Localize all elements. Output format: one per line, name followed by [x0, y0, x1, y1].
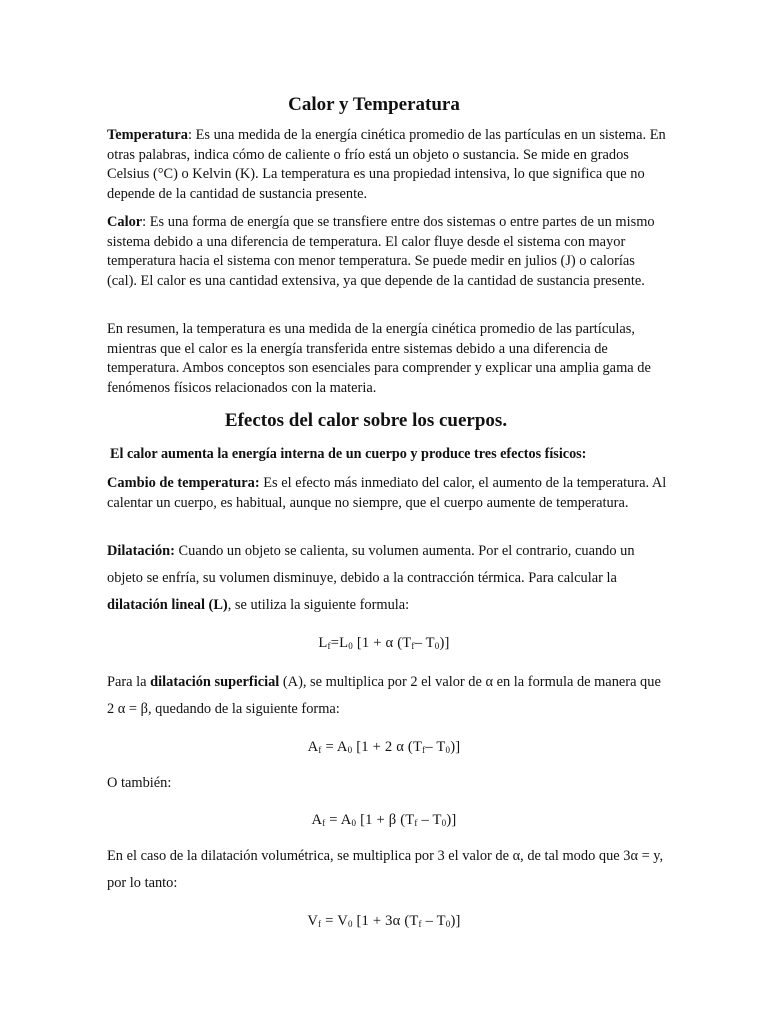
- dilatacion-paragraph: [107, 538, 667, 619]
- superficial-paragraph: Para la dilatación superficial (A), se multiplica por 2 el valor de α en la formula de manera que 2 α = β, quedando de la siguiente forma:: [107, 674, 661, 717]
- formula-volumetrica: $V_f = V_0$ [1 + 3α $(T_f - T_0)$]: [307, 913, 461, 929]
- formula-superficial-2: $A_f = A_0$ [1 + β $(T_f - T_0)$]: [311, 812, 457, 828]
- formula-superficial-1: $A_f = A_0$ [1 + 2 α ($T_f-$ $T_0$)]: [307, 739, 461, 755]
- temperatura-text: : Es una medida de la energía cinética promedio de las partículas en un sistema. En otras palabras, indica cómo de caliente o frío está un objeto o sustancia. Se mide en grados Celsius (°C) o Kelvin (K). La temperatura es una propiedad intensiva, lo que significa que no depende de la cantidad de sustancia presente.: [107, 127, 666, 202]
- dilatacion-text-1: Cuando un objeto se calienta, su volumen aumenta. Por el contrario, cuando un objeto se enfría, su volumen disminuye, debido a la contracción térmica. Para calcular la: [107, 543, 635, 586]
- cambio-paragraph: [107, 474, 667, 513]
- dilatacion-term: Dilatación:: [107, 543, 175, 559]
- superficial-term: dilatación superficial: [150, 674, 280, 690]
- dilatacion-text-2: , se utiliza la siguiente formula:: [227, 597, 410, 613]
- cambio-text: Es el efecto más inmediato del calor, el aumento de la temperatura. Al calentar un cuerpo, es habitual, aunque no siempre, que el cuerpo aumente de temperatura.: [107, 475, 667, 511]
- dilatacion-lineal-term: dilatación lineal (L): [107, 597, 228, 613]
- formula-lineal: $L_f=L_0$ [1 + α ($T_f-$ $T_0$)]: [318, 635, 450, 651]
- volumetrica-paragraph: En el caso de la dilatación volumétrica, se multiplica por 3 el valor de α, de tal modo que 3α = y, por lo tanto:: [107, 848, 664, 891]
- section-title: Efectos del calor sobre los cuerpos.: [224, 410, 508, 431]
- calor-term: Calor: [107, 214, 143, 230]
- temperatura-paragraph: [107, 126, 667, 204]
- effects-intro: El calor aumenta la energía interna de un cuerpo y produce tres efectos físicos:: [110, 446, 587, 462]
- calor-text: : Es una forma de energía que se transfiere entre dos sistemas o entre partes de un mismo sistema debido a una diferencia de temperatura. El calor fluye desde el sistema con mayor temperatura hacia el sistema con menor temperatura. Se puede medir en julios (J) o calorías (cal). El calor es una cantidad extensiva, ya que depende de la cantidad de sustancia presente.: [107, 214, 655, 289]
- o-tambien-text: O también:: [107, 775, 172, 791]
- calor-paragraph: [107, 213, 667, 291]
- resumen-paragraph: En resumen, la temperatura es una medida de la energía cinética promedio de las partículas, mientras que el calor es la energía transferida entre sistemas debido a una diferencia de temperatura. Ambos conceptos son esenciales para comprender y explicar una amplia gama de fenómenos físicos relacionados con la materia.: [107, 321, 651, 396]
- document-title: Calor y Temperatura: [288, 94, 460, 115]
- cambio-term: Cambio de temperatura:: [107, 475, 260, 491]
- temperatura-term: Temperatura: [107, 127, 189, 143]
